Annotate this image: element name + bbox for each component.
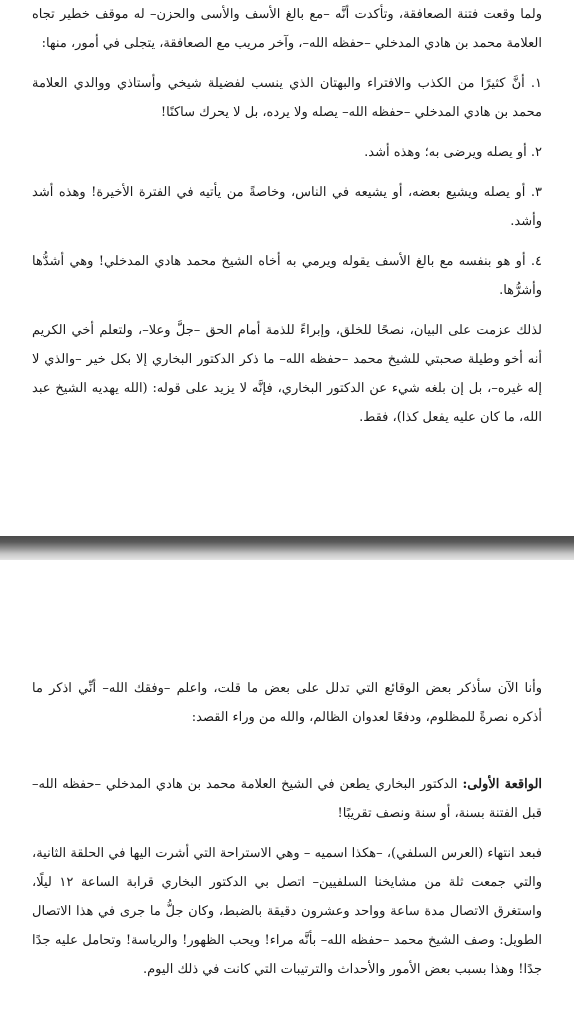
list-item-3: ٣. أو يصله ويشيع بعضه، أو يشيعه في الناس، وخاصةً من يأتيه في الفترة الأخيرة! وهذه أشد وأشد. [32, 185, 542, 229]
page-text-block [32, 0, 542, 432]
page-separator [0, 536, 574, 560]
paragraph-conclusion: لذلك عزمت على البيان، نصحًا للخلق، وإبراءً للذمة أمام الحق –جلَّ وعلا–، ولتعلم أخي الكريم أنه أخو وطيلة صحبتي للشيخ محمد –حفظه الله– ما ذكر الدكتور البخاري إلا بكل خير –والذي لا إله غيره–، بل إن بلغه شيء عن الدكتور البخاري، فإنَّه لا يزيد على قوله: (الله يهديه الشيخ عبد الله، ما كان عليه يفعل كذا)، فقط. [32, 323, 542, 425]
event-label: الواقعة الأولى: [462, 777, 543, 792]
document-page-bottom [0, 560, 574, 1024]
list-item-4: ٤. أو هو بنفسه مع بالغ الأسف يقوله ويرمي به أخاه الشيخ محمد هادي المدخلي! وهي أشدُّها وأشرُّها. [32, 254, 542, 298]
event-heading-paragraph [32, 770, 542, 828]
event-text: الدكتور البخاري يطعن في الشيخ العلامة محمد بن هادي المدخلي –حفظه الله– قبل الفتنة بسنة، أو سنة ونصف تقريبًا! [32, 777, 542, 821]
paragraph-intro: ولما وقعت فتنة الصعافقة، وتأكدت أنَّه –مع بالغ الأسف والأسى والحزن– له موقف خطير تجاه العلامة محمد بن هادي المدخلي –حفظه الله–، وآخر مريب مع الصعافقة، يتجلى في أمور، منها: [32, 7, 542, 51]
list-item-1: ١. أنَّ كثيرًا من الكذب والافتراء والبهتان الذي ينسب لفضيلة شيخي وأستاذي ووالدي العلامة محمد بن هادي المدخلي –حفظه الله– يصله ولا يرده، بل لا يحرك ساكنًا! [32, 76, 542, 120]
paragraph-event-body: فبعد انتهاء (العرس السلفي)، –هكذا اسميه – وهي الاستراحة التي أشرت اليها في الحلقة الثانية، والتي جمعت ثلة من مشايخنا السلفيين– اتصل بي الدكتور البخاري قرابة الساعة ١٢ ليلًا، واستغرق الاتصال مدة ساعة وواحد وعشرون دقيقة بالضبط، وكان جلُّ ما جرى في هذا الاتصال الطويل: وصف الشيخ محمد –حفظه الله– بأنَّه مراء! ويحب الظهور! والرياسة! وتحامل عليه جدًا جدًا! وهذا بسبب بعض الأمور والأحداث والترتيبات التي كانت في ذلك اليوم. [32, 846, 543, 977]
list-item-2: ٢. أو يصله ويرضى به؛ وهذه أشد. [364, 145, 542, 160]
page-text-block [32, 674, 542, 984]
paragraph-intro-events: وأنا الآن سأذكر بعض الوقائع التي تدلل على بعض ما قلت، واعلم –وفقك الله– أنِّي اذكر ما أذكره نصرةً للمظلوم، ودفعًا لعدوان الظالم، والله من وراء القصد: [32, 681, 542, 725]
